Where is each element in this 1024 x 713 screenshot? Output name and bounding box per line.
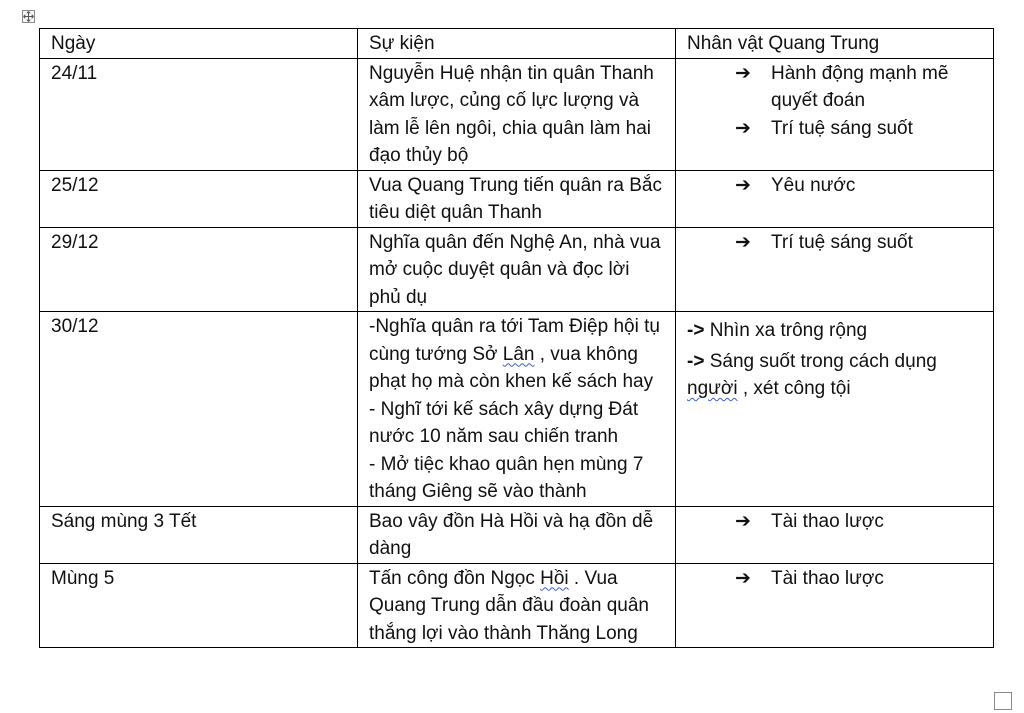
event-line [369,313,665,396]
trait-list [687,229,983,257]
trait-line [687,348,983,403]
cell-event[interactable]: Bao vây đồn Hà Hồi và hạ đồn dễ dàng [358,506,676,563]
table-row [40,312,994,507]
cell-date[interactable]: Sáng mùng 3 Tết [40,506,358,563]
event-line: - Nghĩ tới kế sách xây dựng Đát nước 10 năm sau chiến tranh [369,398,639,447]
trait-item [735,229,983,257]
cell-event[interactable]: Nghĩa quân đến Nghệ An, nhà vua mở cuộc duyệt quân và đọc lời phủ dụ [358,227,676,312]
table-move-handle-icon[interactable] [22,10,35,23]
events-table [39,28,994,648]
arrow-bullet-icon: ➔ [735,174,751,196]
cell-event[interactable] [358,312,676,507]
event-text: -Nghĩa quân ra tới Tam Điệp hội tụ cùng tướng Sở [369,316,660,365]
trait-text: , xét công tội [737,378,851,399]
arrow-bullet-icon: ➔ [735,510,751,532]
event-text: . Vua Quang Trung dẫn đầu đoàn quân thắng lợi vào thành Thăng Long [369,567,649,644]
trait-text: Nhìn xa trông rộng [704,320,868,341]
event-text: , vua không phạt họ mà còn khen kế sách hay [369,343,654,392]
cell-traits[interactable] [676,58,994,170]
header-character[interactable]: Nhân vật Quang Trung [676,29,994,59]
header-date[interactable]: Ngày [40,29,358,59]
cell-date[interactable]: 25/12 [40,170,358,227]
trait-text: Hành động mạnh mẽ quyết đoán [771,62,949,111]
event-text: Tấn công đồn Ngọc [369,567,541,589]
trait-text: Tài thao lược [771,510,884,532]
arrow-bullet-icon: ➔ [735,117,751,139]
trait-list [687,60,983,143]
trait-list [687,508,983,536]
table-row [40,58,994,170]
trait-item [735,172,983,200]
cell-event[interactable]: Nguyễn Huệ nhận tin quân Thanh xâm lược, củng cố lực lượng và làm lễ lên ngôi, chia quân làm hai đạo thủy bộ [358,58,676,170]
trait-item [735,565,983,593]
arrow-bullet-icon: ➔ [735,567,751,589]
trait-item [735,115,983,143]
arrow-prefix: -> [687,320,705,341]
cell-traits[interactable] [676,227,994,312]
cell-traits[interactable] [676,506,994,563]
cell-traits[interactable] [676,312,994,507]
cell-traits[interactable] [676,563,994,648]
table-row [40,506,994,563]
cell-event[interactable]: Vua Quang Trung tiến quân ra Bắc tiêu diệt quân Thanh [358,170,676,227]
trait-line [687,317,983,345]
table-resize-handle[interactable] [994,692,1012,710]
arrow-bullet-icon: ➔ [735,231,751,253]
table-row [40,227,994,312]
cell-traits[interactable] [676,170,994,227]
cell-date[interactable]: Mùng 5 [40,563,358,648]
trait-text: Trí tuệ sáng suốt [771,117,913,139]
cell-date[interactable]: 24/11 [40,58,358,170]
spellcheck-word[interactable]: Lân [502,343,535,365]
header-event[interactable]: Sự kiện [358,29,676,59]
cell-date[interactable]: 30/12 [40,312,358,507]
trait-text: Sáng suốt trong cách dụng [704,350,937,372]
table-row [40,563,994,648]
table-row [40,170,994,227]
trait-list [687,172,983,200]
trait-item [735,508,983,536]
arrow-prefix: -> [687,350,705,372]
arrow-bullet-icon: ➔ [735,62,751,84]
trait-text: Yêu nước [771,174,856,196]
trait-text: Trí tuệ sáng suốt [771,231,913,253]
trait-item [735,60,983,115]
table-header-row [40,29,994,59]
spellcheck-word[interactable]: Hồi [540,567,569,589]
spellcheck-word[interactable]: người [687,378,738,399]
cell-date[interactable]: 29/12 [40,227,358,312]
trait-list [687,565,983,593]
cell-event[interactable] [358,563,676,648]
event-line: - Mở tiệc khao quân hẹn mùng 7 tháng Giêng sẽ vào thành [369,453,644,502]
trait-text: Tài thao lược [771,567,884,589]
